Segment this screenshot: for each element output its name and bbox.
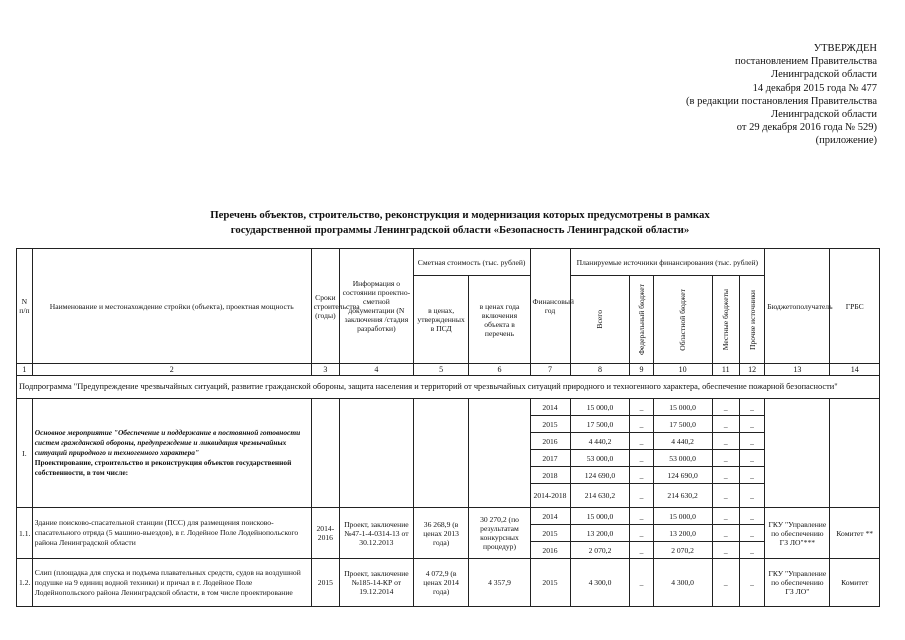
- col-number: 9: [630, 364, 653, 376]
- regional: 2 070,2: [653, 542, 712, 559]
- title-line-2: государственной программы Ленинградской области «Безопасность Ленинградской области»: [230, 224, 690, 236]
- regional: 15 000,0: [653, 399, 712, 416]
- local: _: [712, 542, 739, 559]
- approval-line: (приложение): [815, 135, 877, 147]
- year: 2016: [530, 433, 570, 450]
- header-docs: Информация о состоянии проектно-сметной документации (N заключения /стадия разработки): [340, 249, 414, 364]
- year: 2017: [530, 450, 570, 467]
- col-number: 6: [469, 364, 530, 376]
- regional: 15 000,0: [653, 508, 712, 525]
- federal: _: [630, 399, 653, 416]
- col-number: 5: [413, 364, 469, 376]
- row-1-1-grbs: Комитет **: [830, 508, 880, 559]
- col-number: 12: [739, 364, 764, 376]
- row-1-2-est-psd: 4 072,9 (в ценах 2014 года): [413, 559, 469, 607]
- row-I-name-bold: Проектирование, строительство и реконструкция объектов государственной собственности, в том числе:: [34, 458, 292, 477]
- year: 2014: [530, 508, 570, 525]
- row-1-1-number: 1.1.: [17, 508, 33, 559]
- row-1-1-docs: Проект, заключение №47-1-4-0314-13 от 30.12.2013: [340, 508, 414, 559]
- regional: 214 630,2: [653, 484, 712, 508]
- header-estimate: Сметная стоимость (тыс. рублей): [413, 249, 530, 276]
- federal: _: [630, 508, 653, 525]
- other: _: [739, 416, 764, 433]
- approval-stamp: [577, 42, 877, 148]
- column-numbers-row: [17, 364, 880, 376]
- other: _: [739, 559, 764, 607]
- regional: 53 000,0: [653, 450, 712, 467]
- federal: _: [630, 467, 653, 484]
- row-I-name: [32, 399, 311, 508]
- col-number: 11: [712, 364, 739, 376]
- col-number: 13: [765, 364, 830, 376]
- local: _: [712, 508, 739, 525]
- year: 2015: [530, 416, 570, 433]
- subprogram-title: Подпрограмма "Предупреждение чрезвычайных ситуаций, развитие гражданской обороны, защита населения и территорий от чрезвычайных ситуаций природного и техногенного характера, обеспечение пожарной безопасности": [17, 376, 880, 399]
- header-fin-year: Финансовый год: [530, 249, 570, 364]
- year: 2018: [530, 467, 570, 484]
- row-I-number: I.: [17, 399, 33, 508]
- row-1-1-terms: 2014-2016: [311, 508, 339, 559]
- header-est-psd: в ценах, утвержденных в ПСД: [413, 276, 469, 364]
- header-total: Всего: [595, 310, 605, 329]
- col-number: 7: [530, 364, 570, 376]
- other: _: [739, 433, 764, 450]
- other: _: [739, 467, 764, 484]
- row-1-2-terms: 2015: [311, 559, 339, 607]
- other: _: [739, 508, 764, 525]
- header-grbs: ГРБС: [830, 249, 880, 364]
- row-1-2: [17, 559, 880, 607]
- row-1-2-recipient: ГКУ "Управление по обеспечению ГЗ ЛО": [765, 559, 830, 607]
- year: 2016: [530, 542, 570, 559]
- header-federal-cell: [630, 276, 653, 364]
- approval-line: постановлением Правительства: [734, 56, 877, 68]
- local: _: [712, 467, 739, 484]
- local: _: [712, 484, 739, 508]
- col-number: 8: [570, 364, 630, 376]
- row-I-name-italic: Основное мероприятие "Обеспечение и поддержание в постоянной готовности систем гражданской обороны, предупреждение и ликвидация чрезвычайных ситуаций природного и техногенного характера": [34, 428, 301, 457]
- other: _: [739, 525, 764, 542]
- total: 53 000,0: [570, 450, 630, 467]
- header-terms: Сроки строительства (годы): [311, 249, 339, 364]
- federal: _: [630, 416, 653, 433]
- header-regional-cell: [653, 276, 712, 364]
- local: _: [712, 525, 739, 542]
- subprogram-row: [17, 376, 880, 399]
- document-title: [120, 208, 800, 238]
- federal: _: [630, 484, 653, 508]
- regional: 124 690,0: [653, 467, 712, 484]
- total: 2 070,2: [570, 542, 630, 559]
- approval-line: 14 декабря 2015 года № 477: [752, 82, 877, 94]
- total: 124 690,0: [570, 467, 630, 484]
- row-1-2-name: Слип (площадка для спуска и подъема плавательных средств, судов на воздушной подушке на 9 единиц водной техники) и причал в г. Лодейное Поле Лодейнопольского района Ленинградской области, в том числе проектирование: [32, 559, 311, 607]
- other: _: [739, 450, 764, 467]
- col-number: 14: [830, 364, 880, 376]
- total: 214 630,2: [570, 484, 630, 508]
- federal: _: [630, 450, 653, 467]
- row-1-2-est-list: 4 357,9: [469, 559, 530, 607]
- total: 15 000,0: [570, 508, 630, 525]
- header-number: N п/п: [17, 249, 33, 364]
- other: _: [739, 399, 764, 416]
- total: 17 500,0: [570, 416, 630, 433]
- regional: 17 500,0: [653, 416, 712, 433]
- federal: _: [630, 433, 653, 450]
- row-I-2014: [17, 399, 880, 416]
- header-name: Наименование и местонахождение стройки (объекта), проектная мощность: [32, 249, 311, 364]
- other: _: [739, 484, 764, 508]
- row-1-2-grbs: Комитет: [830, 559, 880, 607]
- local: _: [712, 416, 739, 433]
- title-line-1: Перечень объектов, строительство, реконструкция и модернизация которых предусмотрены в рамках: [210, 209, 710, 221]
- row-1-1-est-list: 30 270,2 (по результатам конкурсных процедур): [469, 508, 530, 559]
- year: 2014: [530, 399, 570, 416]
- local: _: [712, 433, 739, 450]
- federal: _: [630, 542, 653, 559]
- header-regional: Областной бюджет: [678, 288, 688, 351]
- other: _: [739, 542, 764, 559]
- federal: _: [630, 559, 653, 607]
- row-1-1-est-psd: 36 268,9 (в ценах 2013 года): [413, 508, 469, 559]
- col-number: 4: [340, 364, 414, 376]
- col-number: 10: [653, 364, 712, 376]
- header-local-cell: [712, 276, 739, 364]
- local: _: [712, 399, 739, 416]
- regional: 4 300,0: [653, 559, 712, 607]
- header-sources: Планируемые источники финансирования (тыс. рублей): [570, 249, 765, 276]
- header-local: Местные бюджеты: [721, 288, 731, 351]
- header-federal: Федеральный бюджет: [637, 284, 647, 355]
- row-1-2-docs: Проект, заключение №185-14-КР от 19.12.2014: [340, 559, 414, 607]
- header-other-cell: [739, 276, 764, 364]
- regional: 13 200,0: [653, 525, 712, 542]
- federal: _: [630, 525, 653, 542]
- year: 2014-2018: [530, 484, 570, 508]
- approval-line: (в редакции постановления Правительства: [686, 95, 877, 107]
- row-1-1-2014: [17, 508, 880, 525]
- total: 4 440,2: [570, 433, 630, 450]
- col-number: 3: [311, 364, 339, 376]
- local: _: [712, 450, 739, 467]
- approval-line: Ленинградской области: [771, 109, 877, 121]
- local: _: [712, 559, 739, 607]
- approval-line: УТВЕРЖДЕН: [813, 43, 877, 54]
- approval-line: от 29 декабря 2016 года № 529): [736, 122, 877, 134]
- total: 13 200,0: [570, 525, 630, 542]
- total: 15 000,0: [570, 399, 630, 416]
- col-number: 1: [17, 364, 33, 376]
- row-1-2-number: 1.2.: [17, 559, 33, 607]
- year: 2015: [530, 525, 570, 542]
- regional: 4 440,2: [653, 433, 712, 450]
- approval-line: Ленинградской области: [771, 69, 877, 81]
- col-number: 2: [32, 364, 311, 376]
- header-est-list: в ценах года включения объекта в перечень: [469, 276, 530, 364]
- header-recipient: Бюджетополучатель: [765, 249, 830, 364]
- objects-table: [16, 248, 880, 607]
- year: 2015: [530, 559, 570, 607]
- total: 4 300,0: [570, 559, 630, 607]
- row-1-1-recipient: ГКУ "Управление по обеспечению ГЗ ЛО"***: [765, 508, 830, 559]
- header-other: Прочие источники: [747, 289, 757, 350]
- row-1-1-name: Здание поисково-спасательной станции (ПСС) для размещения поисково-спасательного отряда (5 машино-выездов), в г. Лодейное Поле Лодейнопольского района Ленинградской области: [32, 508, 311, 559]
- header-total-cell: [570, 276, 630, 364]
